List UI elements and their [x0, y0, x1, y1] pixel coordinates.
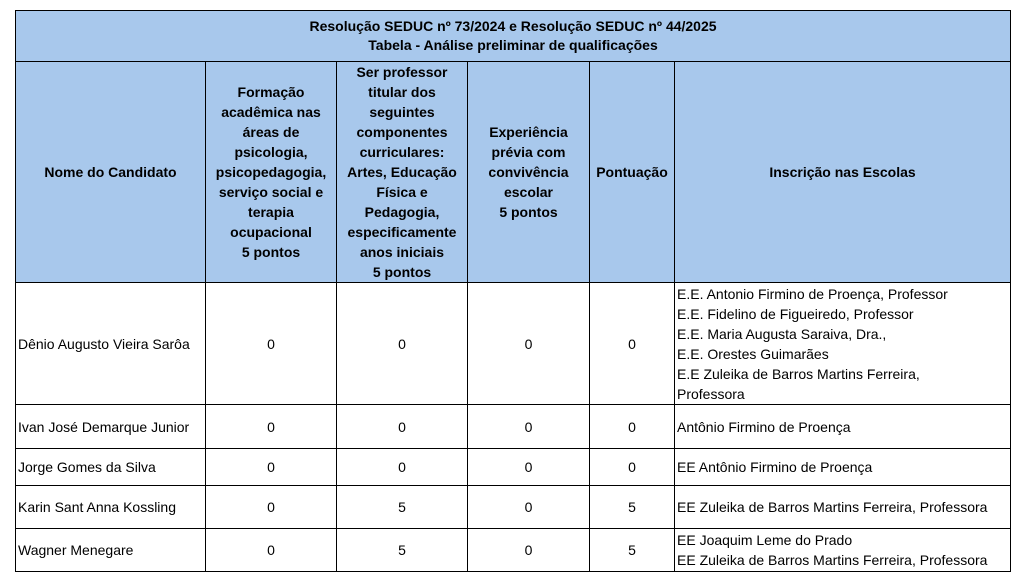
candidate-name: Wagner Menegare	[16, 529, 206, 572]
score-professor: 0	[337, 449, 468, 486]
text-line: ocupacional	[230, 224, 312, 240]
score-formacao: 0	[206, 449, 337, 486]
header-name: Nome do Candidato	[16, 62, 206, 283]
text-line: 5 pontos	[241, 244, 301, 260]
header-inscricao: Inscrição nas Escolas	[675, 62, 1011, 283]
text-line: Física e	[376, 184, 428, 200]
score-experiencia: 0	[468, 283, 590, 405]
score-professor: 5	[337, 486, 468, 529]
title-row	[16, 11, 1011, 62]
text-line: Pedagogia,	[364, 204, 440, 220]
score-formacao: 0	[206, 486, 337, 529]
candidate-name: Ivan José Demarque Junior	[16, 405, 206, 449]
text-line: componentes	[356, 124, 448, 140]
score-total: 5	[590, 529, 675, 572]
candidate-name: Jorge Gomes da Silva	[16, 449, 206, 486]
table-title	[16, 11, 1011, 62]
score-total: 0	[590, 283, 675, 405]
score-professor: 0	[337, 283, 468, 405]
school-list	[675, 283, 1011, 405]
text-line: prévia com	[491, 144, 566, 160]
text-line: curriculares:	[359, 144, 445, 160]
header-experiencia	[468, 62, 590, 283]
text-line: E.E. Maria Augusta Saraiva, Dra.,	[677, 325, 887, 342]
candidate-name: Dênio Augusto Vieira Sarôa	[16, 283, 206, 405]
text-line: 5 pontos	[499, 204, 558, 220]
score-experiencia: 0	[468, 449, 590, 486]
score-formacao: 0	[206, 283, 337, 405]
text-line: Experiência	[489, 124, 568, 140]
header-formacao	[206, 62, 337, 283]
header-professor	[337, 62, 468, 283]
score-experiencia: 0	[468, 529, 590, 572]
school-list	[675, 405, 1011, 449]
text-line: titular dos	[368, 84, 436, 100]
text-line: Professora	[677, 385, 745, 402]
score-total: 0	[590, 405, 675, 449]
text-line: EE Zuleika de Barros Martins Ferreira, Professora	[677, 499, 988, 515]
text-line: terapia	[248, 204, 294, 220]
text-line: Ser professor	[356, 64, 448, 80]
table-row	[16, 405, 1011, 449]
text-line: áreas de	[242, 124, 300, 140]
score-professor: 0	[337, 405, 468, 449]
text-line: especificamente	[347, 224, 457, 240]
score-formacao: 0	[206, 405, 337, 449]
school-list	[675, 486, 1011, 529]
text-line: convivência	[488, 164, 569, 180]
header-pontuacao: Pontuação	[590, 62, 675, 283]
table-row	[16, 486, 1011, 529]
text-line: seguintes	[369, 104, 435, 120]
school-list	[675, 529, 1011, 572]
candidate-name: Karin Sant Anna Kossling	[16, 486, 206, 529]
text-line: serviço social e	[218, 184, 324, 200]
school-list	[675, 449, 1011, 486]
text-line: EE Joaquim Leme do Prado	[677, 532, 853, 548]
text-line: Formação	[237, 84, 305, 100]
header-row	[16, 62, 1011, 283]
text-line: psicologia,	[234, 144, 308, 160]
qualifications-table	[15, 10, 1011, 572]
score-total: 5	[590, 486, 675, 529]
text-line: Artes, Educação	[347, 164, 457, 180]
table-row	[16, 529, 1011, 572]
text-line: EE Zuleika de Barros Martins Ferreira, Professora	[677, 552, 988, 568]
score-professor: 5	[337, 529, 468, 572]
text-line: E.E. Orestes Guimarães	[677, 345, 829, 362]
score-total: 0	[590, 449, 675, 486]
text-line: E.E. Antonio Firmino de Proença, Professor	[677, 285, 948, 302]
title-line-2: Tabela - Análise preliminar de qualificações	[368, 37, 658, 53]
text-line: anos iniciais	[359, 244, 445, 260]
text-line: acadêmica nas	[221, 104, 321, 120]
score-formacao: 0	[206, 529, 337, 572]
text-line: Antônio Firmino de Proença	[677, 418, 851, 435]
text-line: psicopedagogia,	[215, 164, 327, 180]
title-line-1: Resolução SEDUC nº 73/2024 e Resolução SEDUC nº 44/2025	[309, 18, 717, 34]
text-line: E.E. Fidelino de Figueiredo, Professor	[677, 305, 914, 322]
text-line: escolar	[503, 184, 554, 200]
table-row	[16, 449, 1011, 486]
text-line: EE Antônio Firmino de Proença	[677, 459, 873, 475]
score-experiencia: 0	[468, 405, 590, 449]
text-line: E.E Zuleika de Barros Martins Ferreira,	[677, 365, 920, 382]
table-row	[16, 283, 1011, 405]
score-experiencia: 0	[468, 486, 590, 529]
text-line: 5 pontos	[372, 264, 432, 280]
